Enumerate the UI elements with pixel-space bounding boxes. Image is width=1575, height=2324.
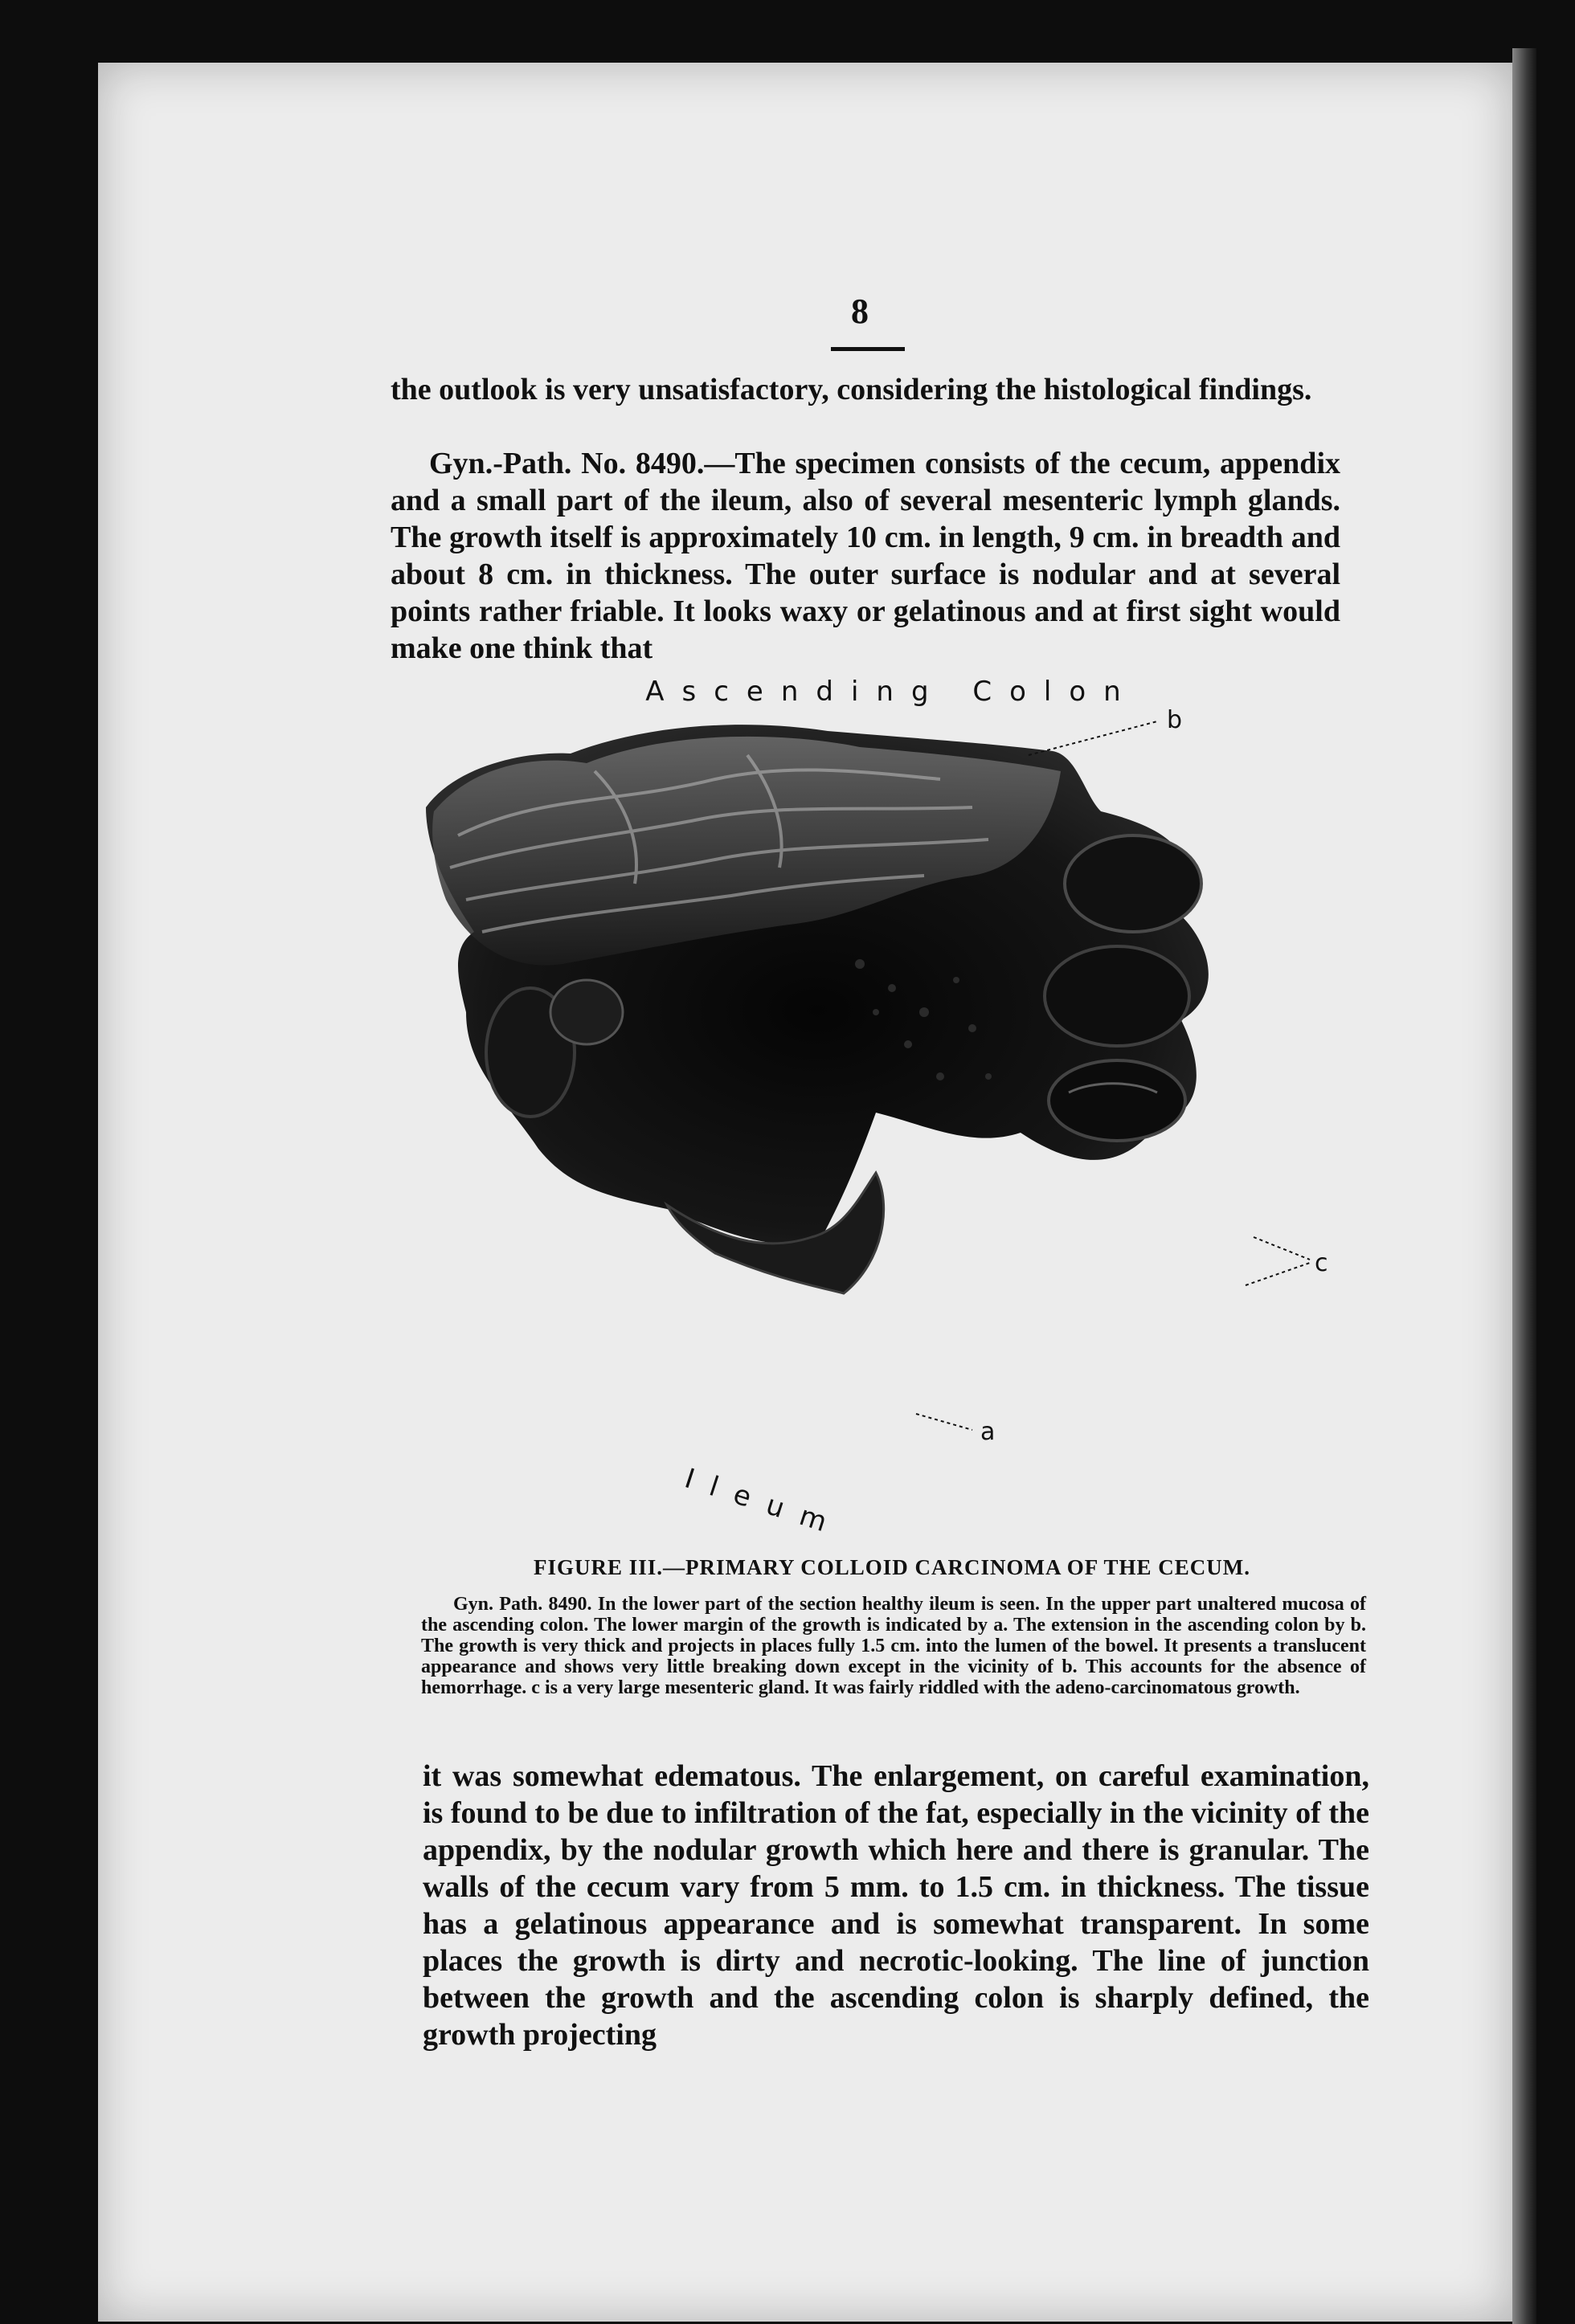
page-number: 8: [851, 292, 869, 331]
figure-caption-title: FIGURE III.—PRIMARY COLLOID CARCINOMA OF THE CECUM.: [533, 1555, 1251, 1579]
figure-caption-text: Gyn. Path. 8490. In the lower part of the section healthy ileum is seen. In the upper part unaltered mucosa of the ascending colon. The lower margin of the growth is indicated by a. The extension in the ascending colon by b. The growth is very thick and projects in places fully 1.5 cm. into the lumen of the bowel. It presents a translucent appearance and shows very little breaking down except in the vicinity of b. This accounts for the absence of hemorrhage. c is a very large mesenteric gland. It was fairly riddled with the adeno-carcinomatous growth.: [421, 1594, 1366, 1698]
label-a: a: [980, 1418, 996, 1446]
svg-text:Ascending Colon: Ascending Colon: [645, 676, 1139, 708]
nodule-upper: [1065, 835, 1201, 932]
specimen-figure: [410, 675, 1374, 1550]
label-ileum: Ileum: [681, 1462, 848, 1544]
page-number-rule: [831, 347, 905, 351]
paragraph-specimen: Gyn.-Path. No. 8490.—The specimen consists of the cecum, appendix and a small part of the ileum, also of several mesenteric lymph glands. The growth itself is approximately 10 cm. in length, 9 cm. in breadth and about 8 cm. in thickness. The outer surface is nodular and at several points rather friable. It looks waxy or gelatinous and at first sight would make one think that: [391, 447, 1340, 665]
nodule-middle: [1045, 946, 1189, 1046]
page-edge-shadow: [1512, 48, 1536, 2324]
label-ascending-colon: [645, 676, 1138, 708]
label-b: b: [1167, 706, 1183, 734]
paragraph-continued: the outlook is very unsatisfactory, considering the histological findings.: [391, 373, 1312, 406]
paragraph-continuation: it was somewhat edematous. The enlargement, on careful examination, is found to be due to infiltration of the fat, especially in the vicinity of the appendix, by the nodular growth which here and there is granular. The walls of the cecum vary from 5 mm. to 1.5 cm. in thickness. The tissue has a gelatinous appearance and is somewhat transparent. In some places the growth is dirty and necrotic-looking. The line of junction between the growth and the ascending colon is sharply defined, the growth projecting: [423, 1759, 1369, 2052]
specimen-illustration: [410, 675, 1374, 1550]
nodule-lower: [1049, 1060, 1185, 1141]
label-c: c: [1315, 1249, 1328, 1277]
